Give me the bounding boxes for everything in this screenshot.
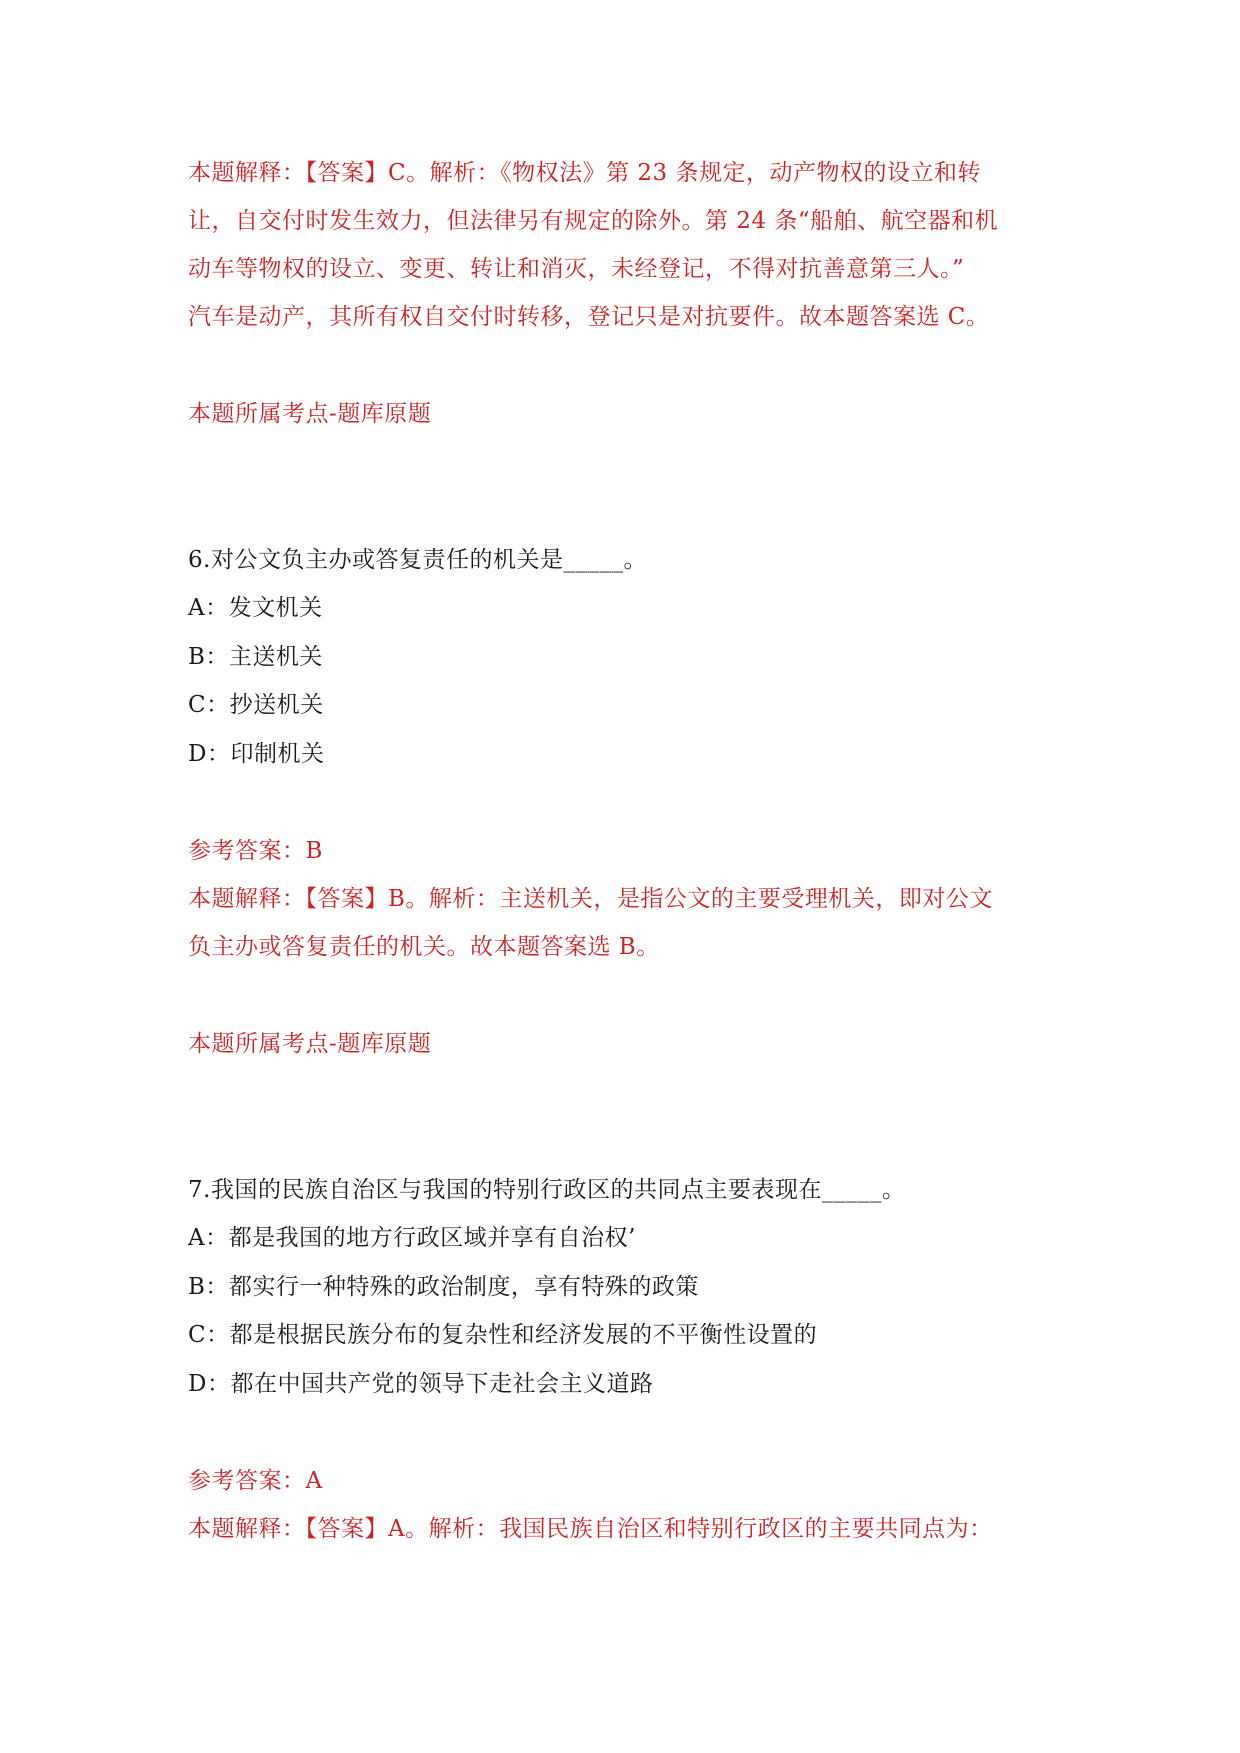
q6-explanation-line-2: 负主办或答复责任的机关。故本题答案选 B。 [188,934,660,960]
q6-option-c: C：抄送机关 [188,692,324,718]
q7-stem: 7.我国的民族自治区与我国的特别行政区的共同点主要表现在_____。 [188,1177,906,1203]
document-page [188,0,1068,1753]
q7-answer: 参考答案：A [188,1468,323,1494]
q7-option-c: C：都是根据民族分布的复杂性和经济发展的不平衡性设置的 [188,1322,818,1348]
q7-option-d: D：都在中国共产党的领导下走社会主义道路 [188,1371,654,1397]
q7-option-b: B：都实行一种特殊的政治制度，享有特殊的政策 [188,1274,699,1300]
q6-stem: 6.对公文负主办或答复责任的机关是_____。 [188,547,647,573]
q6-source-label: 本题所属考点-题库原题 [188,1031,432,1057]
q6-option-d: D：印制机关 [188,741,325,767]
q7-explanation-line-1: 本题解释：【答案】A。解析：我国民族自治区和特别行政区的主要共同点为： [188,1516,993,1542]
q7-option-a: A：都是我国的地方行政区域并享有自治权’ [188,1225,636,1251]
prev-source-label: 本题所属考点-题库原题 [188,401,432,427]
q6-option-b: B：主送机关 [188,644,323,670]
q6-option-a: A：发文机关 [188,595,323,621]
prev-explanation-line-3: 动车等物权的设立、变更、转让和消灭，未经登记，不得对抗善意第三人。” [188,256,965,282]
prev-explanation-line-1: 本题解释：【答案】C。解析：《物权法》第 23 条规定，动产物权的设立和转 [188,160,981,186]
q6-answer: 参考答案：B [188,838,323,864]
prev-explanation-line-4: 汽车是动产，其所有权自交付时转移，登记只是对抗要件。故本题答案选 C。 [188,304,990,330]
q6-explanation-line-1: 本题解释：【答案】B。解析：主送机关，是指公文的主要受理机关，即对公文 [188,886,993,912]
prev-explanation-line-2: 让，自交付时发生效力，但法律另有规定的除外。第 24 条“船舶、航空器和机 [188,208,999,234]
